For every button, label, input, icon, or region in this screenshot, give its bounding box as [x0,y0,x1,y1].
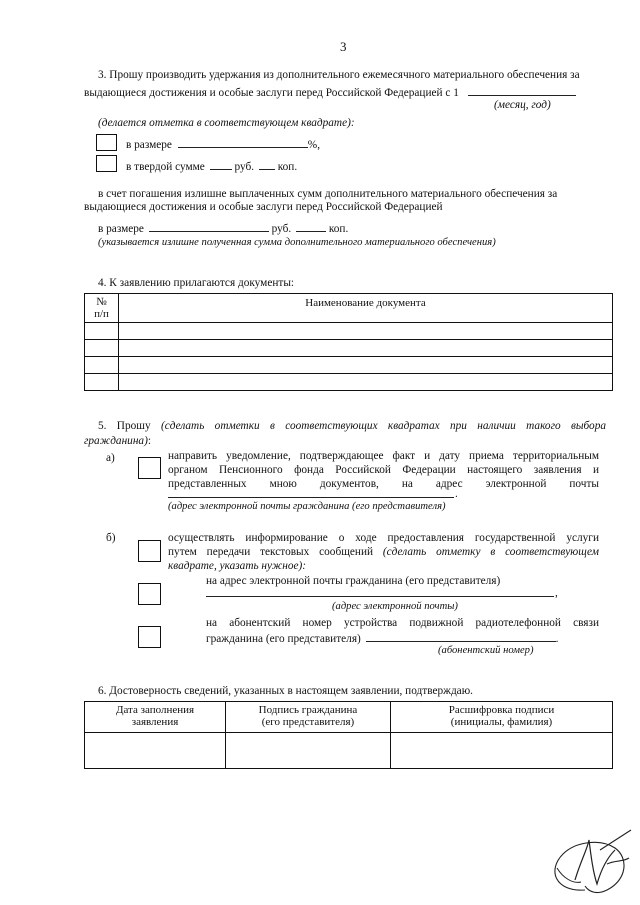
documents-table [84,293,613,391]
percent-suffix: %, [307,139,321,151]
option-b2-note: (абонентский номер) [438,645,534,656]
col-number-header-2: п/п [94,308,109,320]
col-date-header [85,702,226,733]
col-docname-header: Наименование документа [119,294,613,323]
option-a-note: (адрес электронной почты гражданина (его представителя) [168,501,446,512]
handwritten-signature-icon [545,820,635,900]
overpaid-rub-field[interactable] [149,220,269,232]
col-number-header [85,294,119,323]
section5-colon: : [147,435,151,447]
percent-option [126,136,320,152]
sms-email-checkbox[interactable] [138,583,161,605]
overpaid-kop-label: коп. [328,223,349,235]
table-row [85,323,613,340]
option-b-line3: квадрате, указать нужное): [168,560,307,572]
col-date-header-1: Дата заполнения [115,704,195,716]
comma-mark: , [555,587,558,599]
purpose-line1: в счет погашения излишне выплаченных сумм дополнительного материального обеспечения за [98,188,558,200]
col-date-header-2: заявления [131,716,179,728]
overpaid-amount-label: в размере [98,223,144,235]
section5-intro-line2-text: гражданина) [84,435,148,447]
percent-field[interactable] [178,136,308,148]
overpaid-rub-label: руб. [271,223,292,235]
date-cell[interactable] [85,733,226,769]
col-number-header-1: № [96,296,107,308]
sms-email-field[interactable] [206,596,554,597]
col-decode-header-1: Расшифровка подписи [448,704,555,716]
fixed-sum-kop-field[interactable] [259,158,275,170]
confirmation-table [84,701,613,769]
start-date-field[interactable] [468,84,576,96]
fixed-sum-option [126,158,297,174]
mark-note: (делается отметка в соответствующем квадрате): [98,117,355,129]
notify-email-field[interactable] [168,497,454,498]
percent-option-label: в размере [126,139,172,151]
section4-title: 4. К заявлению прилагаются документы: [98,277,295,289]
kop-label: коп. [277,161,298,173]
decode-cell[interactable] [391,733,613,769]
percent-checkbox[interactable] [96,134,117,151]
fixed-sum-checkbox[interactable] [96,155,117,172]
table-row [85,340,613,357]
section5-lead: 5. Прошу [98,420,151,432]
option-b2-line2-text: гражданина (его представителя) [206,633,361,645]
col-signature-header-2: (его представителя) [261,716,355,728]
option-b1-label: на адрес электронной почты гражданина (его представителя) [206,575,501,587]
col-signature-header-1: Подпись гражданина [258,704,358,716]
option-a-line2: органом Пенсионного фонда Российской Федерации настоящего заявления и [168,464,599,476]
option-a-line3: представленных мною документов, на адрес электронной почты [168,478,599,490]
period-mark: . [455,488,458,500]
section3-line1: 3. Прошу производить удержания из дополнительного ежемесячного материального обеспечения за [98,69,580,81]
option-b1-note: (адрес электронной почты) [332,601,458,612]
col-decode-header [391,702,613,733]
option-b-line2 [168,545,599,559]
option-b2-line1: на абонентский номер устройства подвижной радиотелефонной связи [206,617,599,629]
col-decode-header-2: (инициалы, фамилия) [450,716,553,728]
section5-intro-italic: (сделать отметки в соответствующих квадратах при наличии такого выбора [160,420,606,432]
option-b2-line2: гражданина (его представителя) . [206,630,558,646]
table-row [85,357,613,374]
sms-phone-field[interactable] [366,630,556,642]
notify-email-checkbox[interactable] [138,457,161,479]
sms-phone-checkbox[interactable] [138,626,161,648]
option-b-line1: осуществлять информирование о ходе предоставления государственной услуги [168,532,599,544]
table-row [85,733,613,769]
fixed-sum-rub-field[interactable] [210,158,232,170]
table-row [85,374,613,391]
option-b-label: б) [106,532,116,544]
month-year-note: (месяц, год) [494,99,551,111]
overpaid-kop-field[interactable] [296,220,326,232]
sms-info-checkbox[interactable] [138,540,161,562]
option-a-label: а) [106,452,115,464]
section5-intro [98,419,606,433]
option-a-line1: направить уведомление, подтверждающее факт и дату приема территориальным [168,450,599,462]
section6-title: 6. Достоверность сведений, указанных в настоящем заявлении, подтверждаю. [98,685,473,697]
purpose-line2: выдающиеся достижения и особые заслуги перед Российской Федерацией [84,201,443,213]
rub-label: руб. [234,161,255,173]
signature-cell[interactable] [226,733,391,769]
option-b-line2-lead: путем передачи текстовых сообщений [168,546,374,558]
col-signature-header [226,702,391,733]
section5-intro-line2 [84,434,151,448]
overpaid-amount [98,220,348,236]
section3-line2-text: выдающиеся достижения и особые заслуги перед Российской Федерацией с 1 [84,87,459,99]
overpaid-amount-note: (указывается излишне полученная сумма дополнительного материального обеспечения) [98,237,496,248]
option-b-line2-italic: (сделать отметку в соответствующем [382,546,599,558]
page-number: 3 [340,39,347,54]
fixed-sum-label: в твердой сумме [126,161,205,173]
